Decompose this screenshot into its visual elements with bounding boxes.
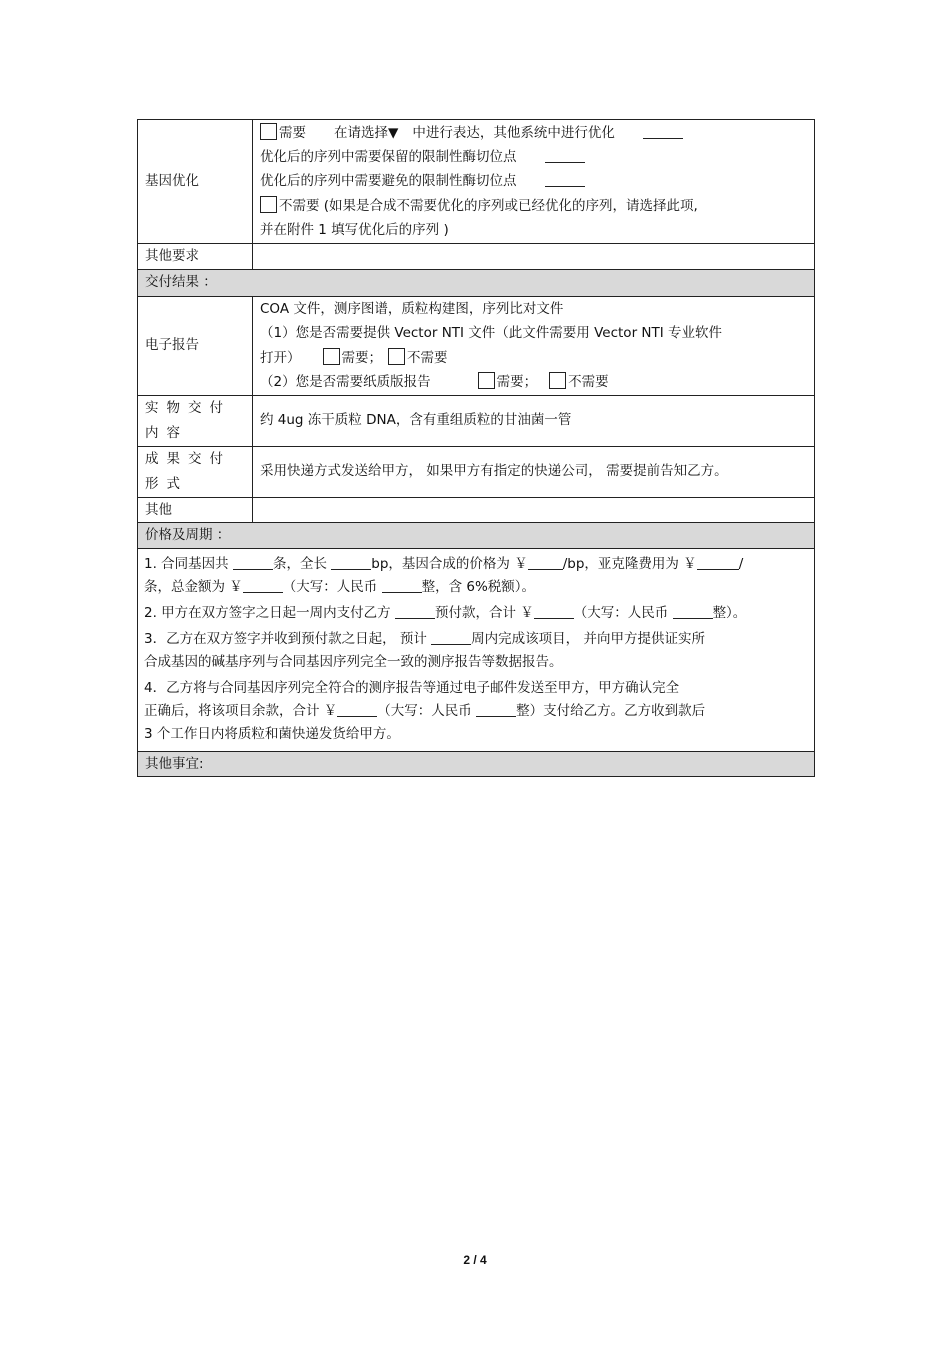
- term4-part-e: 3 个工作日内将质粒和菌快递发货给甲方。: [144, 725, 400, 742]
- term2-part-b: 预付款，合计 ￥: [434, 604, 534, 621]
- order-table: [137, 119, 815, 777]
- balance-words-blank[interactable]: [476, 702, 516, 717]
- delivery-form-row: [138, 446, 815, 497]
- contract-form: [137, 119, 815, 777]
- other-requirements-row: [138, 244, 815, 270]
- price-section-header: [138, 523, 815, 549]
- need-optimization-checkbox[interactable]: [260, 123, 277, 140]
- physical-delivery-value: 约 4ug 冻干质粒 DNA，含有重组质粒的甘油菌一管: [253, 395, 815, 446]
- price-title: 价格及周期 ：: [138, 523, 815, 549]
- price-term-3: [144, 628, 808, 674]
- term1-part-f: 条，总金额为 ￥: [144, 578, 243, 595]
- gene-optimization-label: 基因优化: [138, 120, 253, 244]
- price-terms-row: [138, 548, 815, 751]
- vector-nti-need-label: 需要；: [341, 349, 382, 366]
- misc-title: 其他事宜:: [138, 751, 815, 777]
- avoid-site-text: 优化后的序列中需要避免的限制性酶切位点: [260, 173, 517, 190]
- paper-report-noneed-checkbox[interactable]: [549, 372, 566, 389]
- term4-part-d: 整）支付给乙方。乙方收到款后: [516, 702, 706, 719]
- paper-report-need-checkbox[interactable]: [478, 372, 495, 389]
- total-amount-words-blank[interactable]: [382, 578, 422, 593]
- delivery-form-label: 成果交付形式: [138, 446, 253, 497]
- term1-part-a: 1. 合同基因共: [144, 555, 233, 572]
- term4-part-a: 4．乙方将与合同基因序列完全符合的测序报告等通过电子邮件发送至甲方，甲方确认完全: [144, 679, 680, 696]
- delivery-title: 交付结果 ：: [138, 269, 815, 296]
- other-requirements-label: 其他要求: [138, 244, 253, 270]
- report-files-text: COA 文件，测序图谱，质粒构建图，序列比对文件: [260, 301, 564, 318]
- subcloning-fee-blank[interactable]: [697, 555, 739, 570]
- paper-report-need-label: 需要；: [496, 373, 538, 390]
- vector-nti-need-checkbox[interactable]: [323, 348, 340, 365]
- price-term-1-cont: [144, 576, 808, 599]
- balance-amount-blank[interactable]: [337, 702, 377, 717]
- term1-part-h: 整，含 6%税额）。: [421, 578, 536, 595]
- term3-part-a: 3．乙方在双方签字并收到预付款之日起， 预计: [144, 630, 432, 647]
- other-value[interactable]: [253, 497, 815, 523]
- term1-part-g: （大写：人民币: [282, 578, 382, 595]
- vector-nti-open-text: 打开）: [260, 349, 301, 366]
- term2-part-a: 2. 甲方在双方签字之日起一周内支付乙方: [144, 604, 395, 621]
- misc-section-header: [138, 751, 815, 777]
- keep-site-text: 优化后的序列中需要保留的限制性酶切位点: [260, 149, 517, 166]
- paper-report-noneed-label: 不需要: [568, 373, 609, 390]
- term1-part-d: /bp，亚克隆费用为 ￥: [562, 555, 697, 572]
- price-term-4: [144, 677, 808, 746]
- gene-optimization-row: [138, 120, 815, 244]
- total-amount-blank[interactable]: [243, 578, 283, 593]
- page-number: 2 / 4: [463, 1253, 487, 1267]
- paper-report-question: （2）您是否需要纸质版报告: [260, 373, 431, 390]
- term3-part-b: 周内完成该项目， 并向甲方提供证实所: [471, 630, 705, 647]
- physical-delivery-label: 实物交付内容: [138, 395, 253, 446]
- electronic-report-row: [138, 296, 815, 395]
- advance-amount-blank[interactable]: [534, 604, 574, 619]
- electronic-report-content: [253, 296, 815, 395]
- other-requirements-value[interactable]: [253, 244, 815, 270]
- delivery-section-header: [138, 269, 815, 296]
- optimize-other-blank[interactable]: [643, 124, 683, 139]
- advance-words-blank[interactable]: [673, 604, 713, 619]
- expression-system-select[interactable]: 在请选择▼: [334, 124, 399, 141]
- total-length-blank[interactable]: [331, 555, 371, 570]
- keep-site-blank[interactable]: [545, 148, 585, 163]
- term1-part-c: bp，基因合成的价格为 ￥: [371, 555, 528, 572]
- gene-optimization-options: [253, 120, 815, 244]
- price-terms: [138, 548, 815, 751]
- advance-payment-blank[interactable]: [395, 604, 435, 619]
- need-label: 需要: [279, 124, 306, 141]
- term2-part-c: （大写：人民币: [573, 604, 673, 621]
- attachment-text: 并在附件 1 填写优化后的序列 ): [260, 221, 449, 238]
- electronic-report-label: 电子报告: [138, 296, 253, 395]
- term1-part-e: /: [738, 555, 744, 572]
- vector-nti-noneed-checkbox[interactable]: [388, 348, 405, 365]
- vector-nti-question: （1）您是否需要提供 Vector NTI 文件（此文件需要用 Vector NTI 专业软件: [260, 325, 723, 342]
- term2-part-d: 整）。: [712, 604, 747, 621]
- expression-tail-text: 中进行表达，其他系统中进行优化: [412, 124, 615, 141]
- delivery-form-value: 采用快递方式发送给甲方， 如果甲方有指定的快递公司， 需要提前告知乙方。: [253, 446, 815, 497]
- avoid-site-blank[interactable]: [545, 172, 585, 187]
- other-label: 其他: [138, 497, 253, 523]
- price-per-bp-blank[interactable]: [528, 555, 563, 570]
- vector-nti-noneed-label: 不需要: [407, 349, 448, 366]
- no-need-text: 不需要 (如果是合成不需要优化的序列或已经优化的序列，请选择此项,: [279, 197, 698, 214]
- price-term-1: [144, 553, 808, 576]
- term4-part-c: （大写：人民币: [377, 702, 477, 719]
- weeks-blank[interactable]: [431, 630, 471, 645]
- gene-count-blank[interactable]: [233, 555, 273, 570]
- term1-part-b: 条，全长: [272, 555, 332, 572]
- no-optimization-checkbox[interactable]: [260, 196, 277, 213]
- other-row: [138, 497, 815, 523]
- term3-part-c: 合成基因的碱基序列与合同基因序列完全一致的测序报告等数据报告。: [144, 653, 563, 670]
- price-term-2: [144, 602, 808, 625]
- physical-delivery-row: [138, 395, 815, 446]
- term4-part-b: 正确后，将该项目余款，合计 ￥: [144, 702, 338, 719]
